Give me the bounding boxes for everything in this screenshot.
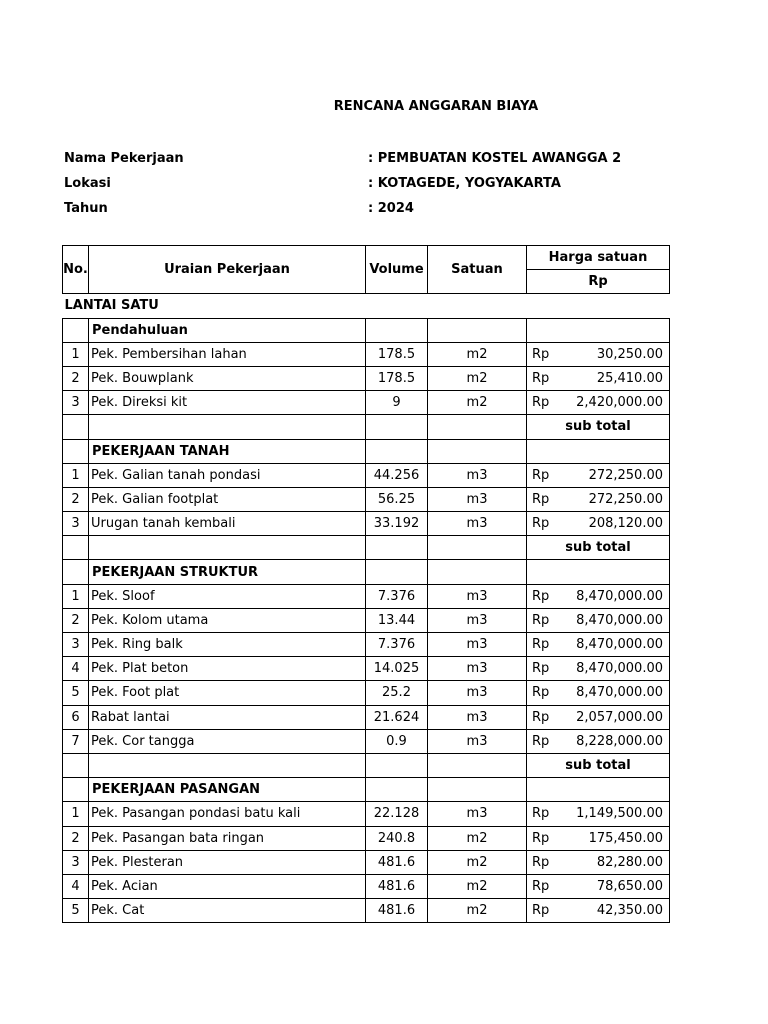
item-harga-cell [527, 826, 670, 850]
header-satuan: Satuan [428, 246, 527, 294]
item-harga-cell [527, 802, 670, 826]
item-harga: 272,250.00 [588, 467, 663, 483]
subtotal-label: sub total [527, 415, 670, 439]
group-header-row [63, 778, 670, 802]
empty-cell [527, 778, 670, 802]
item-uraian: Pek. Ring balk [89, 633, 366, 657]
item-harga: 42,350.00 [596, 903, 663, 919]
item-satuan: m3 [428, 512, 527, 536]
item-no: 7 [63, 729, 89, 753]
currency-symbol: Rp [532, 467, 550, 483]
empty-cell [63, 753, 89, 777]
table-row [63, 342, 670, 366]
item-volume: 178.5 [366, 342, 428, 366]
table-row [63, 705, 670, 729]
item-harga: 208,120.00 [588, 516, 663, 532]
table-row [63, 657, 670, 681]
harga-wrap [532, 685, 663, 700]
empty-cell [366, 536, 428, 560]
empty-cell [428, 439, 527, 463]
harga-wrap [532, 661, 663, 676]
item-satuan: m3 [428, 633, 527, 657]
currency-symbol: Rp [532, 685, 550, 701]
item-volume: 0.9 [366, 729, 428, 753]
item-harga-cell [527, 608, 670, 632]
empty-cell [366, 439, 428, 463]
item-satuan: m3 [428, 705, 527, 729]
item-harga: 8,228,000.00 [576, 733, 663, 749]
group-title: PEKERJAAN TANAH [89, 439, 366, 463]
harga-wrap [532, 855, 663, 870]
harga-wrap [532, 395, 663, 410]
empty-cell [63, 536, 89, 560]
currency-symbol: Rp [532, 395, 550, 411]
section-title: LANTAI SATU [64, 298, 159, 314]
item-satuan: m3 [428, 584, 527, 608]
harga-wrap [532, 371, 663, 386]
currency-symbol: Rp [532, 903, 550, 919]
table-row [63, 391, 670, 415]
item-harga-cell [527, 391, 670, 415]
item-no: 1 [63, 584, 89, 608]
currency-symbol: Rp [532, 612, 550, 628]
currency-symbol: Rp [532, 516, 550, 532]
harga-wrap [532, 831, 663, 846]
item-satuan: m2 [428, 899, 527, 923]
item-uraian: Pek. Plesteran [89, 850, 366, 874]
item-no: 5 [63, 681, 89, 705]
currency-symbol: Rp [532, 637, 550, 653]
info-value: : PEMBUATAN KOSTEL AWANGGA 2 [368, 151, 622, 166]
table-row [63, 608, 670, 632]
table-row [63, 633, 670, 657]
harga-wrap [532, 806, 663, 821]
item-harga-cell [527, 487, 670, 511]
empty-cell [366, 415, 428, 439]
item-no: 2 [63, 366, 89, 390]
info-label: Tahun [64, 201, 108, 216]
item-satuan: m2 [428, 391, 527, 415]
item-satuan: m2 [428, 874, 527, 898]
table-row [63, 899, 670, 923]
empty-cell [366, 318, 428, 342]
header-currency: Rp [527, 270, 670, 294]
table-row [63, 463, 670, 487]
empty-cell [89, 415, 366, 439]
item-uraian: Pek. Cat [89, 899, 366, 923]
item-satuan: m2 [428, 826, 527, 850]
item-satuan: m3 [428, 487, 527, 511]
item-harga: 8,470,000.00 [576, 661, 663, 677]
item-harga: 8,470,000.00 [576, 637, 663, 653]
item-harga: 2,057,000.00 [576, 709, 663, 725]
item-uraian: Pek. Foot plat [89, 681, 366, 705]
item-satuan: m2 [428, 850, 527, 874]
item-uraian: Pek. Acian [89, 874, 366, 898]
item-harga-cell [527, 705, 670, 729]
item-harga: 25,410.00 [596, 371, 663, 387]
table-row [63, 850, 670, 874]
item-no: 2 [63, 608, 89, 632]
group-header-row [63, 439, 670, 463]
currency-symbol: Rp [532, 806, 550, 822]
item-satuan: m2 [428, 366, 527, 390]
item-harga: 8,470,000.00 [576, 685, 663, 701]
item-harga: 82,280.00 [596, 854, 663, 870]
currency-symbol: Rp [532, 588, 550, 604]
empty-cell [366, 560, 428, 584]
currency-symbol: Rp [532, 733, 550, 749]
empty-cell [428, 560, 527, 584]
item-harga-cell [527, 657, 670, 681]
group-title: Pendahuluan [89, 318, 366, 342]
harga-wrap [532, 589, 663, 604]
item-volume: 9 [366, 391, 428, 415]
item-uraian: Pek. Bouwplank [89, 366, 366, 390]
currency-symbol: Rp [532, 371, 550, 387]
item-uraian: Pek. Galian footplat [89, 487, 366, 511]
header-no: No. [63, 246, 89, 294]
item-no: 3 [63, 391, 89, 415]
item-uraian: Pek. Pembersihan lahan [89, 342, 366, 366]
group-title: PEKERJAAN PASANGAN [89, 778, 366, 802]
empty-cell [63, 439, 89, 463]
currency-symbol: Rp [532, 491, 550, 507]
info-label: Nama Pekerjaan [64, 151, 184, 166]
item-uraian: Pek. Sloof [89, 584, 366, 608]
empty-cell [428, 318, 527, 342]
item-volume: 481.6 [366, 874, 428, 898]
harga-wrap [532, 903, 663, 918]
item-volume: 481.6 [366, 899, 428, 923]
item-harga-cell [527, 342, 670, 366]
currency-symbol: Rp [532, 878, 550, 894]
item-uraian: Pek. Pasangan bata ringan [89, 826, 366, 850]
item-harga-cell [527, 633, 670, 657]
empty-cell [63, 318, 89, 342]
item-volume: 14.025 [366, 657, 428, 681]
empty-cell [89, 536, 366, 560]
item-uraian: Pek. Direksi kit [89, 391, 366, 415]
item-no: 3 [63, 633, 89, 657]
item-satuan: m3 [428, 657, 527, 681]
table-row [63, 512, 670, 536]
info-label: Lokasi [64, 176, 111, 191]
item-volume: 44.256 [366, 463, 428, 487]
item-no: 1 [63, 342, 89, 366]
empty-cell [527, 439, 670, 463]
subtotal-label: sub total [527, 753, 670, 777]
item-harga: 30,250.00 [596, 346, 663, 362]
info-value: : KOTAGEDE, YOGYAKARTA [368, 176, 561, 191]
item-volume: 22.128 [366, 802, 428, 826]
empty-cell [63, 415, 89, 439]
item-volume: 178.5 [366, 366, 428, 390]
item-harga: 175,450.00 [588, 830, 663, 846]
item-no: 4 [63, 657, 89, 681]
item-no: 1 [63, 463, 89, 487]
item-uraian: Pek. Cor tangga [89, 729, 366, 753]
item-no: 5 [63, 899, 89, 923]
table-body [63, 294, 670, 923]
item-harga: 8,470,000.00 [576, 588, 663, 604]
empty-cell [428, 415, 527, 439]
harga-wrap [532, 637, 663, 652]
item-volume: 33.192 [366, 512, 428, 536]
document-title: RENCANA ANGGARAN BIAYA [333, 99, 539, 114]
table-row [63, 584, 670, 608]
harga-wrap [532, 468, 663, 483]
item-harga-cell [527, 463, 670, 487]
harga-wrap [532, 492, 663, 507]
item-volume: 21.624 [366, 705, 428, 729]
currency-symbol: Rp [532, 346, 550, 362]
item-no: 4 [63, 874, 89, 898]
currency-symbol: Rp [532, 709, 550, 725]
harga-wrap [532, 879, 663, 894]
item-no: 6 [63, 705, 89, 729]
item-harga-cell [527, 366, 670, 390]
harga-wrap [532, 613, 663, 628]
budget-table [62, 245, 670, 923]
item-harga: 8,470,000.00 [576, 612, 663, 628]
item-uraian: Pek. Kolom utama [89, 608, 366, 632]
item-no: 2 [63, 487, 89, 511]
item-volume: 13.44 [366, 608, 428, 632]
item-harga: 1,149,500.00 [576, 806, 663, 822]
item-harga: 272,250.00 [588, 491, 663, 507]
item-volume: 56.25 [366, 487, 428, 511]
harga-wrap [532, 347, 663, 362]
item-harga-cell [527, 681, 670, 705]
info-value: : 2024 [368, 201, 414, 216]
item-volume: 25.2 [366, 681, 428, 705]
header-harga-satuan: Harga satuan [527, 246, 670, 270]
item-volume: 7.376 [366, 633, 428, 657]
item-volume: 7.376 [366, 584, 428, 608]
item-volume: 240.8 [366, 826, 428, 850]
harga-wrap [532, 710, 663, 725]
item-satuan: m3 [428, 463, 527, 487]
currency-symbol: Rp [532, 854, 550, 870]
item-uraian: Rabat lantai [89, 705, 366, 729]
empty-cell [527, 560, 670, 584]
subtotal-row [63, 536, 670, 560]
item-satuan: m3 [428, 608, 527, 632]
header-volume: Volume [366, 246, 428, 294]
harga-wrap [532, 734, 663, 749]
header-uraian: Uraian Pekerjaan [89, 246, 366, 294]
table-row [63, 826, 670, 850]
item-harga: 2,420,000.00 [576, 395, 663, 411]
item-no: 3 [63, 512, 89, 536]
item-harga-cell [527, 512, 670, 536]
item-harga-cell [527, 584, 670, 608]
currency-symbol: Rp [532, 830, 550, 846]
subtotal-row [63, 415, 670, 439]
item-harga-cell [527, 729, 670, 753]
group-header-row [63, 318, 670, 342]
empty-cell [428, 536, 527, 560]
item-satuan: m3 [428, 681, 527, 705]
empty-cell [63, 560, 89, 584]
empty-cell [428, 778, 527, 802]
item-satuan: m2 [428, 342, 527, 366]
group-header-row [63, 560, 670, 584]
subtotal-label: sub total [527, 536, 670, 560]
empty-cell [428, 753, 527, 777]
item-no: 1 [63, 802, 89, 826]
table-row [63, 802, 670, 826]
item-no: 2 [63, 826, 89, 850]
item-uraian: Pek. Plat beton [89, 657, 366, 681]
item-uraian: Pek. Pasangan pondasi batu kali [89, 802, 366, 826]
item-harga-cell [527, 899, 670, 923]
table-row [63, 874, 670, 898]
item-no: 3 [63, 850, 89, 874]
empty-cell [366, 753, 428, 777]
item-uraian: Urugan tanah kembali [89, 512, 366, 536]
item-harga-cell [527, 850, 670, 874]
group-title: PEKERJAAN STRUKTUR [89, 560, 366, 584]
empty-cell [527, 318, 670, 342]
empty-cell [63, 778, 89, 802]
item-harga-cell [527, 874, 670, 898]
item-satuan: m3 [428, 802, 527, 826]
table-row [63, 681, 670, 705]
item-uraian: Pek. Galian tanah pondasi [89, 463, 366, 487]
table-row [63, 729, 670, 753]
item-volume: 481.6 [366, 850, 428, 874]
item-satuan: m3 [428, 729, 527, 753]
table-row [63, 487, 670, 511]
empty-cell [366, 778, 428, 802]
currency-symbol: Rp [532, 661, 550, 677]
harga-wrap [532, 516, 663, 531]
subtotal-row [63, 753, 670, 777]
table-row [63, 366, 670, 390]
item-harga: 78,650.00 [596, 878, 663, 894]
empty-cell [89, 753, 366, 777]
